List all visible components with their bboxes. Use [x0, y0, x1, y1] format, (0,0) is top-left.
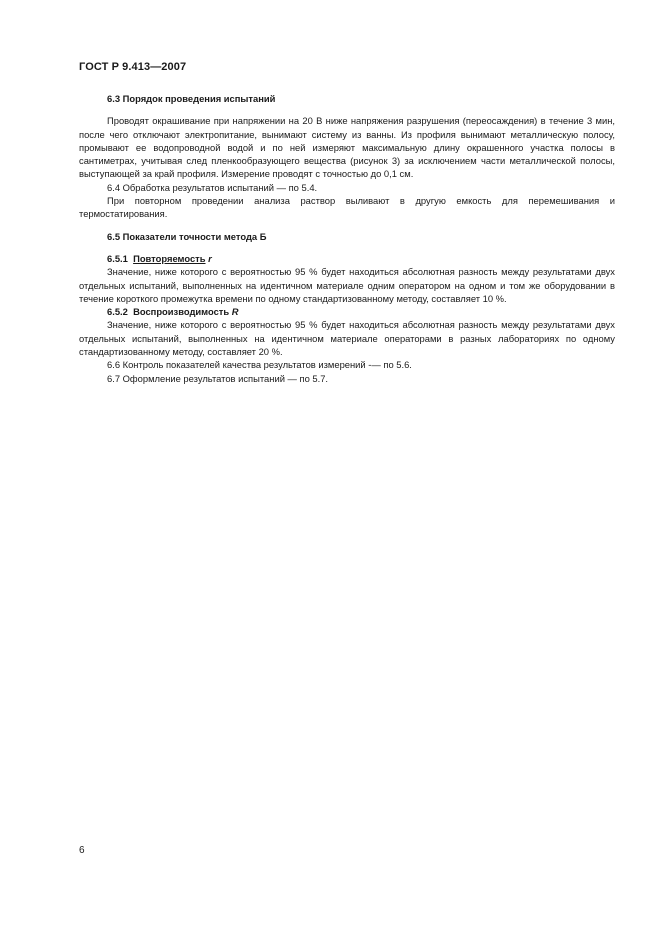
section-6-7-line: 6.7 Оформление результатов испытаний — по 5.7. [107, 372, 329, 384]
section-6-6-line: 6.6 Контроль показателей качества результатов измерений -— по 5.6. [107, 359, 412, 371]
section-6-5-1-number: 6.5.1 [107, 252, 128, 264]
section-6-5-2-paragraph: Значение, ниже которого с вероятностью 95 % будет находиться абсолютная разность между результатами двух отдельных испытаний, выполненных на идентичном материале операторами в разных лабораториях по одному стандартизованному методу, составляет 20 %. [79, 319, 615, 358]
section-6-5-2-number: 6.5.2 [107, 306, 128, 318]
section-6-5-1-symbol: r [208, 252, 212, 264]
document-body [79, 92, 615, 385]
section-6-5-2-title: Воспроизводимость [133, 306, 230, 318]
page-number: 6 [79, 845, 85, 856]
section-6-5-1-heading [79, 252, 615, 265]
section-6-4-line: 6.4 Обработка результатов испытаний — по 5.4. [107, 181, 318, 193]
document-header: ГОСТ Р 9.413—2007 [79, 61, 187, 73]
section-6-3-heading: 6.3 Порядок проведения испытаний [107, 93, 276, 104]
section-6-5-heading: 6.5 Показатели точности метода Б [107, 230, 267, 242]
section-6-5-1-title: Повторяемость [133, 252, 206, 264]
section-6-5-2-heading [79, 305, 615, 318]
section-6-3-paragraph: Проводят окрашивание при напряжении на 20 В ниже напряжения разрушения (переосаждения) в течение 3 мин, после чего отключают электропитание, вынимают систему из ванны. Из профиля вынимают металлическую полосу, промывают ее водопроводной водой и по ней измеряют максимальную длину окрашенного участка полосы в сантиметрах, учитывая след пленкообразующего вещества (рисунок 3) за исключением части металлической полосы, выступающей за край профиля. Измерение проводят с точностью до 0,1 см. [79, 115, 615, 180]
section-6-5-1-paragraph: Значение, ниже которого с вероятностью 95 % будет находиться абсолютная разность между результатами двух отдельных испытаний, выполненных на идентичном материале одним оператором на одном и том же оборудовании в течение короткого промежутка времени по одному стандартизованному методу, составляет 10 %. [79, 266, 615, 304]
section-6-5-2-symbol: R [231, 306, 239, 318]
section-6-4-paragraph: При повторном проведении анализа раствор выливают в другую емкость для перемешивания и термостатирования. [79, 195, 615, 220]
